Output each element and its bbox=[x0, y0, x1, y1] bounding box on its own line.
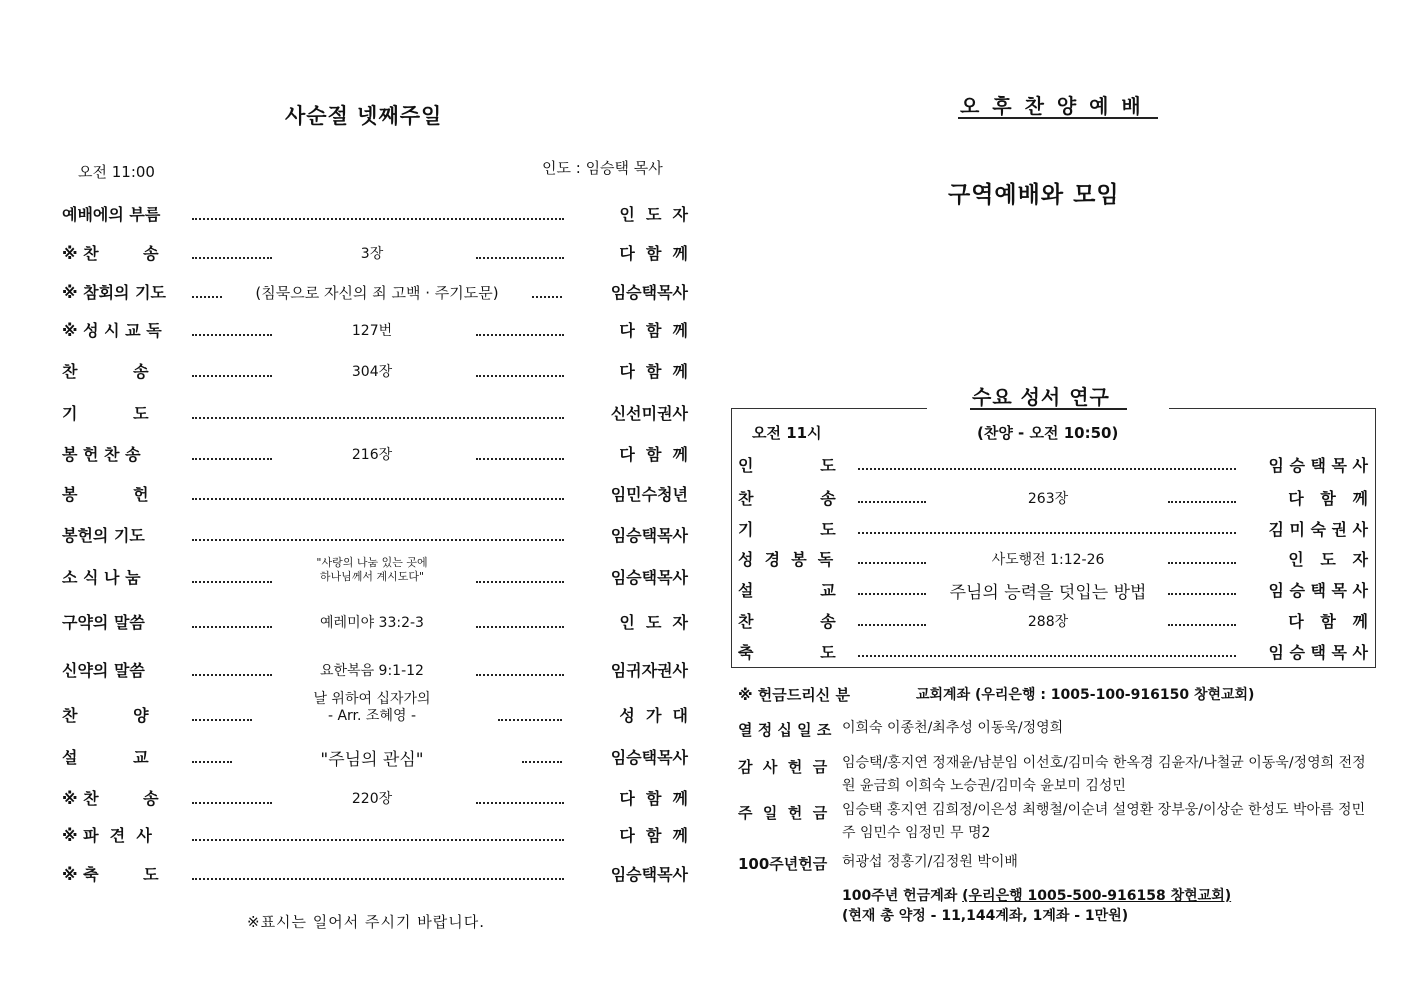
tithe-label: 열 정 십 일 조 bbox=[738, 721, 832, 739]
order-row bbox=[62, 401, 688, 427]
leader-dots bbox=[476, 321, 564, 336]
order-row bbox=[62, 318, 688, 344]
wednesday-order-detail: 263장 bbox=[1027, 491, 1069, 507]
leader-dots bbox=[192, 661, 272, 676]
wednesday-order-label: 성 경 봉 독 bbox=[738, 550, 834, 569]
leader-dots bbox=[476, 661, 564, 676]
leader-dots bbox=[192, 404, 564, 419]
order-row bbox=[62, 823, 688, 849]
wednesday-order-row bbox=[738, 640, 1368, 664]
leader-dots bbox=[858, 550, 926, 564]
leader-dots bbox=[858, 489, 926, 503]
order-row bbox=[62, 280, 688, 306]
leader-dots bbox=[192, 321, 272, 336]
wednesday-order-detail: 주님의 능력을 덧입는 방법 bbox=[949, 583, 1147, 603]
order-label: 구약의 말씀 bbox=[62, 613, 145, 632]
order-row bbox=[62, 786, 688, 812]
order-person: 인 도 자 bbox=[619, 205, 688, 224]
leader-dots bbox=[1168, 550, 1236, 564]
order-detail: 127번 bbox=[351, 323, 393, 339]
order-label: 찬 양 bbox=[62, 706, 149, 725]
order-row bbox=[62, 202, 688, 228]
wednesday-title-underline bbox=[970, 408, 1127, 410]
wednesday-study-title: 수요 성서 연구 bbox=[972, 385, 1110, 409]
leader-dots bbox=[498, 706, 562, 721]
order-person: 임승택목사 bbox=[610, 283, 688, 302]
wednesday-order-person: 임 승 택 목 사 bbox=[1268, 581, 1368, 600]
order-detail: "주님의 관심" bbox=[320, 750, 424, 770]
order-label: ※ 참회의 기도 bbox=[62, 283, 166, 302]
order-detail: 220장 bbox=[351, 791, 393, 807]
wednesday-order-person: 임 승 택 목 사 bbox=[1268, 456, 1368, 475]
centennial-account-line bbox=[842, 885, 1231, 905]
order-label: 신약의 말씀 bbox=[62, 661, 145, 680]
order-detail: 요한복음 9:1-12 bbox=[320, 663, 424, 679]
wednesday-order-person: 김 미 숙 권 사 bbox=[1268, 520, 1368, 539]
page-title: 사순절 넷째주일 bbox=[285, 104, 443, 128]
wednesday-order-detail: 사도행전 1:12-26 bbox=[991, 552, 1105, 568]
order-row bbox=[62, 610, 688, 636]
leader-dots bbox=[192, 706, 252, 721]
afternoon-title-underline bbox=[958, 117, 1158, 119]
centennial-account: (우리은행 1005-500-916158 창현교회) bbox=[962, 888, 1232, 904]
leader-dots bbox=[1168, 581, 1236, 595]
leader-dots bbox=[192, 826, 564, 841]
leader-dots bbox=[522, 748, 562, 763]
leader-dots bbox=[858, 581, 926, 595]
leader-dots bbox=[476, 568, 564, 583]
order-detail: 216장 bbox=[351, 447, 393, 463]
order-row bbox=[62, 745, 688, 771]
leader-dots bbox=[192, 789, 272, 804]
thanks-offering-names: 임승택/홍지연 정재윤/남분임 이선호/김미숙 한옥경 김윤자/나철균 이동욱/정영희 전정원 윤금희 이희숙 노승권/김미숙 윤보미 김성민 bbox=[842, 755, 1366, 794]
order-person: 다 함 께 bbox=[619, 445, 688, 464]
leader-dots bbox=[192, 205, 564, 220]
order-label: 기 도 bbox=[62, 404, 149, 423]
leader-dots bbox=[858, 643, 1236, 657]
afternoon-service-title: 오 후 찬 양 예 배 bbox=[960, 94, 1144, 118]
wednesday-order-row bbox=[738, 578, 1368, 602]
wednesday-order-detail: 288장 bbox=[1027, 614, 1069, 630]
leader-dots bbox=[1168, 612, 1236, 626]
leader-dots bbox=[192, 485, 564, 500]
order-person: 다 함 께 bbox=[619, 321, 688, 340]
order-label: 예배에의 부름 bbox=[62, 205, 161, 224]
wednesday-order-label: 인 도 bbox=[738, 456, 836, 475]
leader-dots bbox=[476, 362, 564, 377]
order-person: 신선미권사 bbox=[610, 404, 688, 423]
leader-dots bbox=[192, 362, 272, 377]
order-person: 다 함 께 bbox=[619, 789, 688, 808]
standing-note: ※표시는 일어서 주시기 바랍니다. bbox=[247, 913, 486, 931]
wednesday-order-label: 찬 송 bbox=[738, 612, 836, 631]
order-row bbox=[62, 241, 688, 267]
wednesday-order-label: 축 도 bbox=[738, 643, 836, 662]
order-person: 성 가 대 bbox=[619, 706, 688, 725]
order-label: 찬 송 bbox=[62, 362, 149, 381]
order-person: 임승택목사 bbox=[610, 526, 688, 545]
leader-dots bbox=[476, 244, 564, 259]
leader-dots bbox=[192, 283, 222, 298]
church-account: 교회계좌 (우리은행 : 1005-100-916150 창현교회) bbox=[916, 687, 1255, 703]
leader-dots bbox=[532, 283, 562, 298]
order-detail: 3장 bbox=[360, 246, 384, 262]
order-row bbox=[62, 862, 688, 888]
order-detail: 예레미야 33:2-3 bbox=[320, 615, 424, 631]
order-label: 소 식 나 눔 bbox=[62, 568, 141, 587]
leader-dots bbox=[192, 568, 272, 583]
order-label: ※ 파 견 사 bbox=[62, 826, 152, 845]
wednesday-order-person: 인 도 자 bbox=[1288, 550, 1368, 569]
order-row bbox=[62, 556, 688, 591]
order-row bbox=[62, 359, 688, 385]
order-label: ※ 축 도 bbox=[62, 865, 159, 884]
order-row bbox=[62, 523, 688, 549]
wednesday-order-person: 임 승 택 목 사 bbox=[1268, 643, 1368, 662]
wednesday-order-person: 다 함 께 bbox=[1288, 612, 1368, 631]
tithe-names: 이희숙 이종천/최추성 이동욱/정영희 bbox=[842, 720, 1064, 736]
centennial-names: 허광섭 정홍기/김정원 박이배 bbox=[842, 854, 1018, 870]
order-label: 설 교 bbox=[62, 748, 149, 767]
order-person: 인 도 자 bbox=[619, 613, 688, 632]
order-person: 임승택목사 bbox=[610, 865, 688, 884]
order-person: 임민수청년 bbox=[610, 485, 688, 504]
sunday-offering-names: 임승택 홍지연 김희정/이은성 최행철/이순녀 설영환 장부웅/이상순 한성도 박아름 정민주 임민수 임정민 무 명2 bbox=[842, 802, 1366, 841]
district-meeting-title: 구역예배와 모임 bbox=[948, 182, 1120, 208]
order-label: 봉헌의 기도 bbox=[62, 526, 145, 545]
pledge-note: (현재 총 약정 - 11,144계좌, 1계좌 - 1만원) bbox=[842, 908, 1129, 924]
order-row bbox=[62, 658, 688, 684]
wednesday-time: 오전 11시 bbox=[752, 424, 822, 442]
order-row bbox=[62, 482, 688, 508]
leader-dots bbox=[858, 520, 1236, 534]
order-row bbox=[62, 691, 688, 729]
leader-dots bbox=[858, 612, 926, 626]
service-time: 오전 11:00 bbox=[78, 163, 155, 181]
order-person: 다 함 께 bbox=[619, 826, 688, 845]
wednesday-praise-time: (찬양 - 오전 10:50) bbox=[977, 424, 1119, 442]
thanks-offering-label: 감 사 헌 금 bbox=[738, 758, 828, 776]
leader-dots bbox=[192, 748, 232, 763]
order-detail: "사랑의 나눔 있는 곳에 하나님께서 계시도다" bbox=[316, 556, 428, 583]
wednesday-order-row bbox=[738, 453, 1368, 477]
leader-dots bbox=[476, 789, 564, 804]
service-leader: 인도 : 임승택 목사 bbox=[542, 159, 663, 177]
order-detail: 날 위하여 십자가의 - Arr. 조혜영 - bbox=[313, 691, 431, 724]
order-label: 봉 헌 bbox=[62, 485, 149, 504]
centennial-label: 100주년헌금 bbox=[738, 855, 828, 873]
order-person: 다 함 께 bbox=[619, 362, 688, 381]
order-label: ※ 찬 송 bbox=[62, 789, 159, 808]
order-person: 임승택목사 bbox=[610, 748, 688, 767]
order-person: 다 함 께 bbox=[619, 244, 688, 263]
wednesday-order-person: 다 함 께 bbox=[1288, 489, 1368, 508]
wednesday-order-row bbox=[738, 486, 1368, 510]
wednesday-order-row bbox=[738, 517, 1368, 541]
leader-dots bbox=[192, 865, 564, 880]
wednesday-order-label: 찬 송 bbox=[738, 489, 836, 508]
offering-header: ※ 헌금드리신 분 bbox=[738, 686, 850, 704]
order-person: 임승택목사 bbox=[610, 568, 688, 587]
leader-dots bbox=[476, 445, 564, 460]
leader-dots bbox=[858, 456, 1236, 470]
leader-dots bbox=[192, 526, 564, 541]
leader-dots bbox=[476, 613, 564, 628]
leader-dots bbox=[192, 244, 272, 259]
wednesday-order-label: 기 도 bbox=[738, 520, 836, 539]
leader-dots bbox=[192, 613, 272, 628]
wednesday-order-label: 설 교 bbox=[738, 581, 836, 600]
order-row bbox=[62, 442, 688, 468]
order-label: 봉 헌 찬 송 bbox=[62, 445, 141, 464]
leader-dots bbox=[1168, 489, 1236, 503]
centennial-account-prefix: 100주년 헌금계좌 bbox=[842, 888, 958, 904]
order-person: 임귀자권사 bbox=[610, 661, 688, 680]
order-label: ※ 찬 송 bbox=[62, 244, 159, 263]
wednesday-order-row bbox=[738, 547, 1368, 571]
sunday-offering-label: 주 일 헌 금 bbox=[738, 804, 828, 822]
order-label: ※ 성 시 교 독 bbox=[62, 321, 162, 340]
wednesday-order-row bbox=[738, 609, 1368, 633]
order-detail: 304장 bbox=[351, 364, 393, 380]
leader-dots bbox=[192, 445, 272, 460]
order-detail: (침묵으로 자신의 죄 고백 · 주기도문) bbox=[255, 284, 499, 302]
